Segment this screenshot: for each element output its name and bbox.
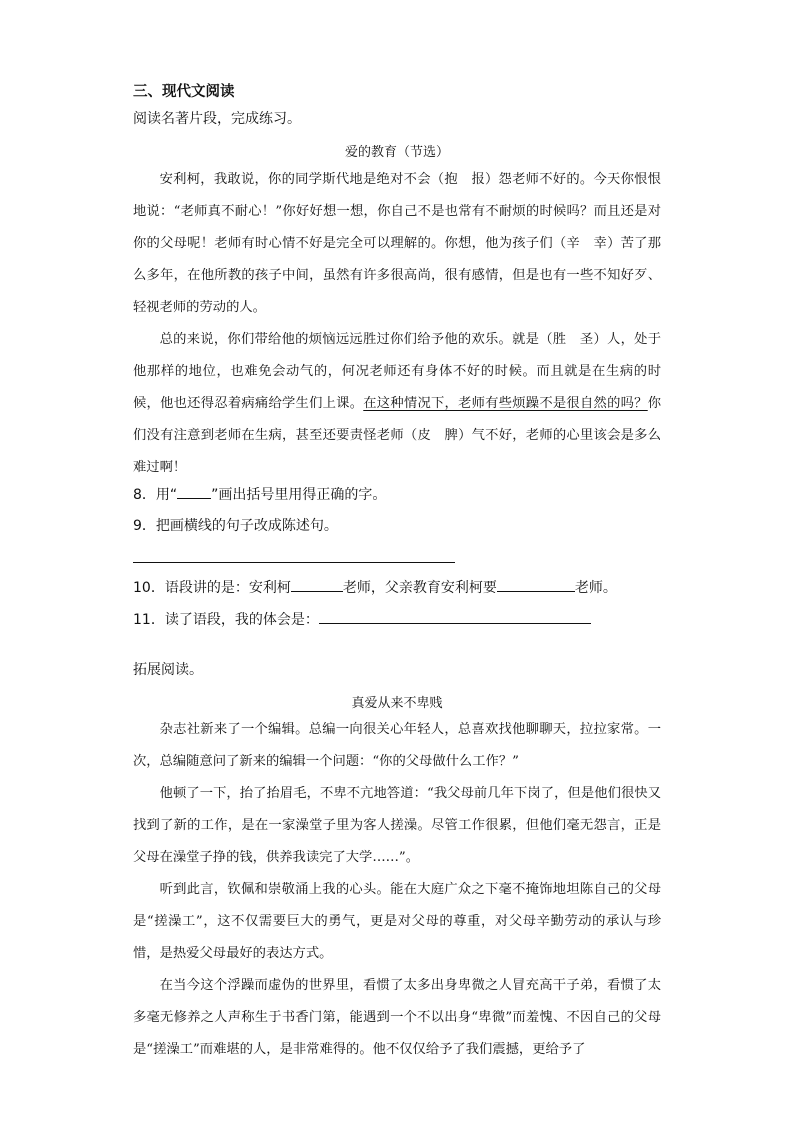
question-8-prefix: 8．用“: [133, 487, 178, 503]
extended-reading-label: 拓展阅读。: [133, 662, 203, 678]
section-title: 三、现代文阅读: [133, 84, 235, 100]
underlined-sentence: 在这种情况下，老师有些烦躁不是很自然的吗？: [363, 396, 648, 411]
passage1-paragraph-2-end: 你们没有注意到老师在生病，甚至还要责怪老师（皮 脾）气不好，老师的心里该会是多么难过啊！: [133, 396, 662, 475]
question-10-blank-2[interactable]: [497, 577, 575, 592]
passage1-paragraph-1: 安利柯，我敢说，你的同学斯代地是绝对不会（抱 报）怨老师不好的。今天你恨恨地说：“老师真不耐心！”你好好想一想，你自己不是也常有不耐烦的时候吗？而且还是对你的父母呢！老师有时心情不好是完全可以理解的。你想，他为孩子们（辛 幸）苦了那么多年，在他所教的孩子中间，虽然有许多很高尚，很有感情，但是也有一些不知好歹、轻视老师的劳动的人。: [133, 172, 661, 315]
question-11-answer-line[interactable]: [319, 609, 591, 624]
passage2-title: 真爱从来不卑贱: [351, 696, 443, 711]
passage1-title: 爱的教育（节选）: [344, 145, 449, 160]
question-10: [133, 577, 617, 597]
passage2-paragraph-2: 他顿了一下，抬了抬眉毛，不卑不亢地答道：“我父母前几年下岗了，但是他们很快又找到了新的工作，是在一家澡堂子里为客人搓澡。尽管工作很累，但他们毫无怨言，正是父母在澡堂子挣的钱，供养我读完了大学……”。: [133, 786, 661, 865]
question-8-line-sample: [177, 484, 211, 499]
question-8: [133, 484, 386, 504]
passage1-paragraph-2: [133, 324, 661, 484]
reading-instruction: 阅读名著片段，完成练习。: [133, 111, 301, 127]
question-10-part-1: 10．语段讲的是：安利柯: [133, 580, 291, 596]
passage2-paragraph-1: 杂志社新来了一个编辑。总编一向很关心年轻人，总喜欢找他聊聊天，拉拉家常。一次，总编随意问了新来的编辑一个问题：“你的父母做什么工作？”: [133, 722, 661, 769]
question-9-answer-line[interactable]: [133, 562, 455, 563]
question-11-text: 11．读了语段，我的体会是：: [133, 612, 319, 628]
question-11: [133, 609, 591, 629]
passage2-body: [133, 714, 661, 1066]
question-10-blank-1[interactable]: [291, 577, 343, 592]
question-10-part-3: 老师。: [574, 580, 617, 596]
passage1-paragraph-2-start: 总的来说，你们带给他的烦恼远远胜过你们给予他的欢乐。就是（胜 圣）人，处于他那样的地位，也难免会动气的，何况老师还有身体不好的时候。而且就是在生病的时候，他也还得忍着病痛给学生们上课。: [133, 332, 661, 411]
passage1-body: [133, 164, 661, 484]
question-10-part-2: 老师，父亲教育安利柯要: [342, 580, 497, 596]
question-8-suffix: ”画出括号里用得正确的字。: [211, 487, 387, 503]
passage2-paragraph-3: 听到此言，钦佩和崇敬涌上我的心头。能在大庭广众之下毫不掩饰地坦陈自己的父母是“搓澡工”，这不仅需要巨大的勇气，更是对父母的尊重，对父母辛勤劳动的承认与珍惜，是热爱父母最好的表达方式。: [133, 882, 661, 961]
passage2-paragraph-4: 在当今这个浮躁而虚伪的世界里，看惯了太多出身卑微之人冒充高干子弟，看惯了太多毫无修养之人声称生于书香门第，能遇到一个不以出身“卑微”而羞愧、不因自己的父母是“搓澡工”而难堪的人，是非常难得的。他不仅仅给予了我们震撼，更给予了: [133, 978, 661, 1057]
question-9: 9．把画横线的句子改成陈述句。: [133, 518, 338, 534]
